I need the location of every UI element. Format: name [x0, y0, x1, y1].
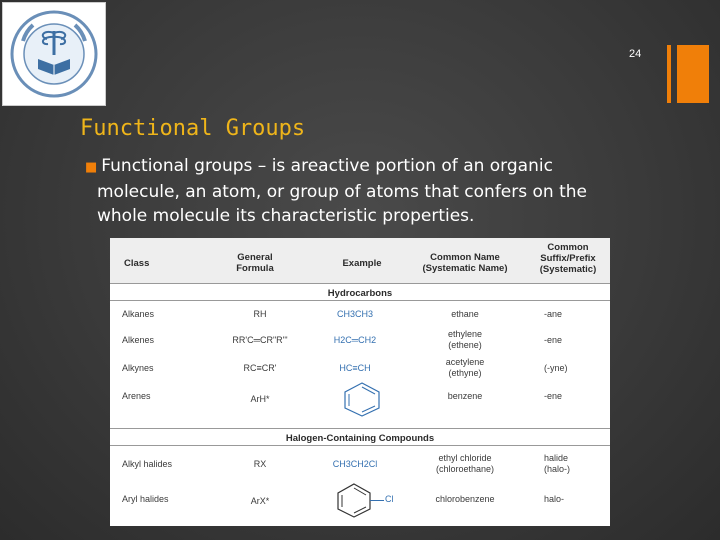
row-alkanes-formula: RH — [253, 309, 267, 319]
header-suffix-2: Suffix/Prefix — [540, 253, 596, 264]
logo-emblem-icon — [3, 3, 105, 105]
accent-bar-thin — [667, 45, 671, 103]
section-divider-3 — [110, 445, 610, 446]
row-alkyl-halides-name-1: ethyl chloride — [438, 453, 492, 463]
row-aryl-halides-name: chlorobenzene — [435, 494, 495, 504]
square-bullet-icon: ■ — [85, 160, 98, 175]
chlorobenzene-ring-icon — [334, 482, 374, 518]
university-logo — [2, 2, 106, 106]
row-arenes-formula: ArH* — [250, 394, 270, 404]
benzene-ring-icon — [341, 381, 383, 417]
header-example: Example — [342, 258, 382, 269]
row-alkyl-halides-formula: RX — [253, 459, 267, 469]
row-alkenes-formula: RR'C═CR"R'" — [232, 335, 288, 345]
header-name-1: Common Name — [430, 252, 500, 263]
row-alkyl-halides-class: Alkyl halides — [122, 459, 173, 469]
row-alkynes-name-1: acetylene — [445, 357, 485, 367]
row-arenes-suffix: -ene — [544, 391, 563, 401]
row-alkyl-halides-example: CH3CH2Cl — [332, 459, 378, 469]
row-alkynes-formula: RC≡CR' — [243, 363, 277, 373]
header-suffix-3: (Systematic) — [539, 264, 597, 275]
section-halogen: Halogen-Containing Compounds — [285, 433, 435, 444]
row-alkenes-example: H2C═CH2 — [333, 335, 377, 345]
row-aryl-halides-example: Cl — [385, 494, 394, 504]
section-hydrocarbons: Hydrocarbons — [327, 288, 393, 299]
header-formula-1: General — [237, 252, 273, 263]
row-alkynes-example: HC≡CH — [339, 363, 371, 373]
row-alkanes-name: ethane — [451, 309, 479, 319]
header-class: Class — [124, 258, 150, 269]
row-alkynes-name-2: (ethyne) — [448, 368, 482, 378]
row-aryl-halides-class: Aryl halides — [122, 494, 169, 504]
slide-title: Functional Groups — [80, 116, 306, 141]
row-alkynes-suffix: (-yne) — [544, 363, 568, 373]
row-alkanes-class: Alkanes — [122, 309, 155, 319]
bullet-line-1: – is areactive portion of an organic — [252, 156, 553, 176]
section-divider-1 — [110, 300, 610, 301]
row-alkenes-name-1: ethylene — [447, 329, 483, 339]
row-aryl-halides-formula: ArX* — [250, 496, 270, 506]
row-alkynes-class: Alkynes — [122, 363, 154, 373]
header-divider — [110, 283, 610, 284]
row-alkenes-class: Alkenes — [122, 335, 155, 345]
row-arenes-name: benzene — [447, 391, 483, 401]
header-name-2: (Systematic Name) — [422, 263, 508, 274]
section-divider-2 — [110, 428, 610, 429]
header-formula-2: Formula — [236, 263, 274, 274]
row-alkyl-halides-suffix-2: (halo-) — [544, 464, 571, 474]
accent-bar-block — [677, 45, 709, 103]
bullet-paragraph — [85, 154, 685, 228]
bullet-line-3: whole molecule its characteristic properties. — [97, 206, 475, 226]
row-alkenes-name-2: (ethene) — [448, 340, 482, 350]
functional-groups-table — [110, 238, 610, 526]
row-alkyl-halides-suffix-1: halide — [544, 453, 569, 463]
bullet-term: Functional groups — [101, 156, 253, 176]
page-number: 24 — [629, 48, 642, 60]
bullet-line-2: molecule, an atom, or group of atoms that confers on the — [97, 182, 587, 202]
row-alkanes-suffix: -ane — [544, 309, 563, 319]
row-alkyl-halides-name-2: (chloroethane) — [435, 464, 495, 474]
cl-bond — [370, 500, 384, 501]
row-alkenes-suffix: -ene — [544, 335, 563, 345]
header-suffix-1: Common — [547, 242, 589, 253]
row-alkanes-example: CH3CH3 — [336, 309, 373, 319]
row-arenes-class: Arenes — [122, 391, 151, 401]
row-aryl-halides-suffix: halo- — [544, 494, 565, 504]
